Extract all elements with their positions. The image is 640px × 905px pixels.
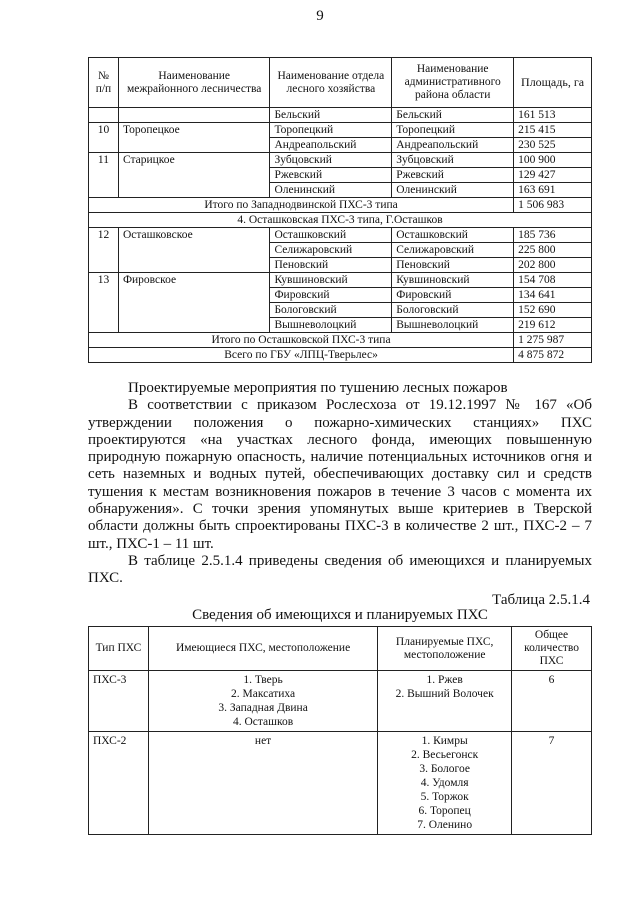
dept-name: Осташковский (270, 228, 392, 243)
dept-name: Бологовский (270, 303, 392, 318)
row-number: 10 (89, 123, 119, 153)
table-row (89, 732, 592, 835)
dept-name: Андреапольский (270, 138, 392, 153)
subtotal-row-area: 1 506 983 (514, 198, 592, 213)
total-count: 6 (512, 671, 592, 732)
area-value: 100 900 (514, 153, 592, 168)
dept-name: Торопецкий (270, 123, 392, 138)
section-row (89, 213, 592, 228)
table-title: Сведения об имеющихся и планируемых ПХС (192, 607, 488, 623)
header-num: № п/п (89, 58, 119, 108)
district-name: Зубцовский (392, 153, 514, 168)
list-item: 5. Торжок (420, 791, 469, 803)
area-value: 163 691 (514, 183, 592, 198)
station-type: ПХС-2 (89, 732, 149, 835)
header-existing: Имеющиеся ПХС, местоположение (148, 627, 377, 671)
district-name: Пеновский (392, 258, 514, 273)
list-item: 3. Западная Двина (218, 702, 308, 714)
dept-name: Ржевский (270, 168, 392, 183)
table-row (89, 273, 592, 288)
table-row (89, 671, 592, 732)
area-value: 215 415 (514, 123, 592, 138)
area-value: 129 427 (514, 168, 592, 183)
page-number: 9 (316, 8, 324, 24)
row-number: 12 (89, 228, 119, 273)
district-name: Осташковский (392, 228, 514, 243)
list-item: 6. Торопец (418, 805, 471, 817)
header-planned: Планируемые ПХС, местоположение (378, 627, 512, 671)
list-item: 2. Весьегонск (411, 749, 479, 761)
district-name: Ржевский (392, 168, 514, 183)
district-name: Фировский (392, 288, 514, 303)
existing-stations (148, 671, 377, 732)
header-district: Наименование административного района области (392, 58, 514, 108)
area-value: 202 800 (514, 258, 592, 273)
dept-name: Вышневолоцкий (270, 318, 392, 333)
row-number: 13 (89, 273, 119, 333)
dept-name: Бельский (270, 108, 392, 123)
subtotal-row (89, 198, 592, 213)
station-type: ПХС-3 (89, 671, 149, 732)
list-item: 3. Бологое (419, 763, 470, 775)
list-item: нет (254, 735, 272, 747)
total-count: 7 (512, 732, 592, 835)
district-name: Селижаровский (392, 243, 514, 258)
forestry-area-table (88, 57, 592, 363)
dept-name: Кувшиновский (270, 273, 392, 288)
district-name: Бельский (392, 108, 514, 123)
area-value: 185 736 (514, 228, 592, 243)
area-value: 225 800 (514, 243, 592, 258)
table1-body (89, 108, 592, 363)
district-name: Бологовский (392, 303, 514, 318)
table-row (89, 153, 592, 168)
list-item: 1. Ржев (426, 674, 463, 686)
list-item: 1. Тверь (243, 674, 283, 686)
list-item: 7. Оленино (417, 819, 473, 831)
table-row (89, 108, 592, 123)
fire-stations-table (88, 626, 592, 835)
planned-stations (378, 671, 512, 732)
table-row (89, 123, 592, 138)
area-value: 152 690 (514, 303, 592, 318)
district-name: Андреапольский (392, 138, 514, 153)
section-row-label: 4. Осташковская ПХС-3 типа, Г.Осташков (89, 213, 592, 228)
dept-name: Оленинский (270, 183, 392, 198)
total-row (89, 348, 592, 363)
planned-stations (378, 732, 512, 835)
paragraph-1: В соответствии с приказом Рослесхоза от 19.12.1997 № 167 «Об утверждении положения о пожарно-химических станциях» ПХС проектируются «на участках лесного фонда, имеющих повышенную природную пожарную опасность, наличие потенциальных источников огня и сеть наземных и водных путей, обеспечивающих доставку сил и средств тушения к местам возникновения пожаров в течение 3 часов с момента их обнаружения». С точки зрения упомянутых выше критериев в Тверской области должны быть спроектированы ПХС-3 в количестве 2 шт., ПХС-2 – 7 шт., ПХС-1 – 11 шт. (88, 397, 592, 552)
table-label: Таблица 2.5.1.4 (492, 592, 590, 608)
header-area: Площадь, га (514, 58, 592, 108)
list-item: 2. Максатиха (231, 688, 296, 700)
row-number: 11 (89, 153, 119, 198)
area-value: 154 708 (514, 273, 592, 288)
section-body (88, 380, 592, 588)
row-number (89, 108, 119, 123)
area-value: 134 641 (514, 288, 592, 303)
table2-body (89, 671, 592, 835)
subtotal-row (89, 333, 592, 348)
dept-name: Пеновский (270, 258, 392, 273)
district-name: Торопецкий (392, 123, 514, 138)
subtotal-row-label: Итого по Осташковской ПХС-3 типа (89, 333, 514, 348)
table-row (89, 228, 592, 243)
list-item: 2. Вышний Волочек (395, 688, 494, 700)
area-value: 219 612 (514, 318, 592, 333)
list-item: 1. Кимры (421, 735, 468, 747)
subtotal-row-area: 1 275 987 (514, 333, 592, 348)
district-name: Кувшиновский (392, 273, 514, 288)
total-row-label: Всего по ГБУ «ЛПЦ-Тверьлес» (89, 348, 514, 363)
forestry-name: Торопецкое (118, 123, 270, 153)
forestry-name: Старицкое (118, 153, 270, 198)
area-value: 161 513 (514, 108, 592, 123)
district-name: Оленинский (392, 183, 514, 198)
total-row-area: 4 875 872 (514, 348, 592, 363)
dept-name: Селижаровский (270, 243, 392, 258)
district-name: Вышневолоцкий (392, 318, 514, 333)
header-dept: Наименование отдела лесного хозяйства (270, 58, 392, 108)
header-forestry: Наименование межрайонного лесничества (118, 58, 270, 108)
forestry-name (118, 108, 270, 123)
list-item: 4. Удомля (420, 777, 469, 789)
list-item: 4. Осташков (232, 716, 294, 728)
forestry-name: Фировское (118, 273, 270, 333)
dept-name: Фировский (270, 288, 392, 303)
section-heading: Проектируемые мероприятия по тушению лесных пожаров (128, 380, 508, 396)
subtotal-row-label: Итого по Западнодвинской ПХС-3 типа (89, 198, 514, 213)
area-value: 230 525 (514, 138, 592, 153)
paragraph-2: В таблице 2.5.1.4 приведены сведения об имеющихся и планируемых ПХС. (88, 552, 592, 587)
forestry-name: Осташковское (118, 228, 270, 273)
dept-name: Зубцовский (270, 153, 392, 168)
header-type: Тип ПХС (89, 627, 149, 671)
header-total: Общее количество ПХС (512, 627, 592, 671)
existing-stations (148, 732, 377, 835)
